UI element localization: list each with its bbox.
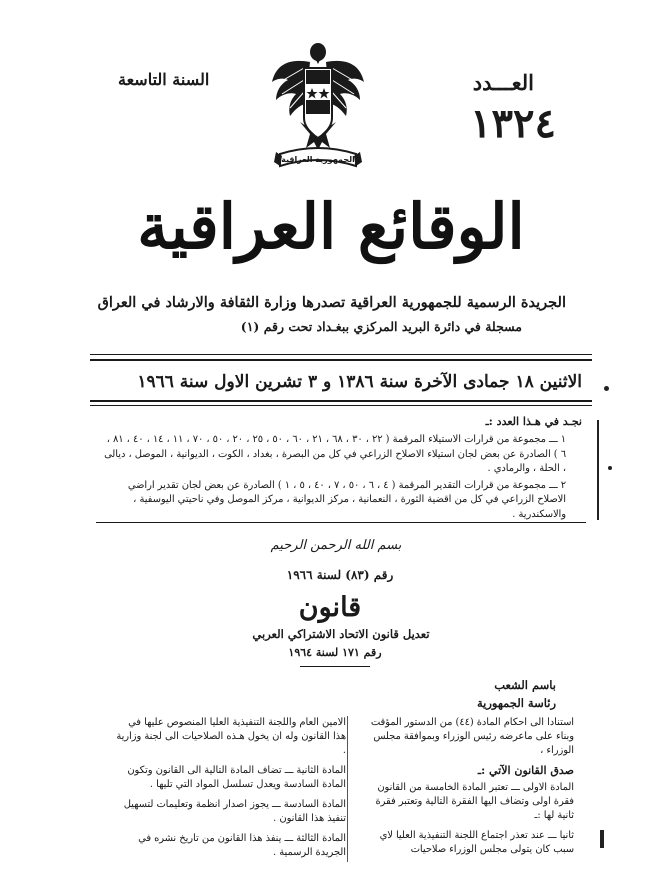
law-continuation: الامين العام واللجنة التنفيذية العليا المنصوص عليها في هذا القانون وله ان يخول هـذه الصلاحيات الى لجنة وزارية . (116, 717, 346, 756)
decision-heading: صدق القانون الآتي :ـ (477, 764, 574, 777)
ink-speck (604, 386, 609, 391)
contents-list (100, 433, 566, 524)
law-column-left (116, 716, 346, 866)
article-2: المادة الثانية ـــ تضاف المادة التالية الى القانون وتكون المادة السادسة ويعدل تسلسل المواد التي تليها . (127, 765, 346, 790)
ink-speck (608, 466, 612, 470)
gazette-title: الوقائع العراقية (137, 190, 525, 263)
year-label: السنة التاسعة (118, 70, 210, 89)
margin-mark (597, 420, 599, 520)
law-column-right (356, 716, 574, 863)
margin-mark (600, 830, 604, 848)
divider (90, 354, 592, 355)
postal-registration: مسجلة في دائرة البريد المركزي ببغـداد تحت رقم (١) (240, 319, 522, 334)
law-heading: قانون (298, 592, 362, 623)
contents-item: ١ ـــ مجموعة من قرارات الاستيلاء المرقمة ( ٢٢ ، ٣٠ ، ٦٨ ، ٢١ ، ٦٠ ، ٥٠ ، ٢٥ ، ٢٠ ، ٥٠ ، ٧٠ ، ١١ ، ١٤ ، ٤٠ ، ٨١ ، ٦ ) الصادرة عن بعض لجان استيلاء الاصلاح الزراعي في كل من البصرة ، بغداد ، الكوت ، الديوانية ، الموصل ، ديالى ، الحلة ، والرمادي . (104, 434, 566, 474)
contents-title: نجـد في هـذا العدد :ـ (485, 415, 582, 428)
law-amends: رقم ١٧١ لسنة ١٩٦٤ (288, 646, 382, 659)
divider (90, 359, 592, 361)
law-preamble: استنادا الى احكام المادة (٤٤) من الدستور المؤقت وبناء على ماعرضه رئيس الوزراء وبموافقة مجلس الوزراء ، (370, 717, 574, 756)
article-3: المادة الثالثة ـــ ينفذ هذا القانون من تاريخ نشره في الجريدة الرسمية . (138, 833, 346, 858)
emblem-caption: الجمهورية العراقية (281, 155, 355, 164)
divider (90, 400, 592, 402)
law-subtitle: تعديل قانون الاتحاد الاشتراكي العربي (252, 627, 430, 641)
divider (300, 666, 370, 667)
article-6: المادة السادسة ـــ يجوز اصدار انظمة وتعليمات لتسهيل تنفيذ هذا القانون . (123, 799, 346, 824)
divider (96, 522, 586, 523)
law-number: رقم (٨٣) لسنة ١٩٦٦ (286, 568, 394, 582)
issue-label: العـــدد (472, 70, 534, 95)
article-1: المادة الاولى ـــ تعتبر المادة الخامسة من القانون فقرة اولى وتضاف اليها الفقرة التالية وتعتبر فقرة ثانية لها :ـ (375, 782, 574, 821)
divider (90, 405, 592, 406)
clause-2: ثانيا ـــ عند تعذر اجتماع اللجنة التنفيذية العليا لاي سبب كان يتولى مجلس الوزراء صلاحيات (379, 830, 574, 855)
issue-date: الاثنين ١٨ جمادى الآخرة سنة ١٣٨٦ و ٣ تشرين الاول سنة ١٩٦٦ (137, 372, 582, 392)
column-divider (347, 716, 348, 862)
gazette-subtitle: الجريدة الرسمية للجمهورية العراقية تصدرها وزارة الثقافة والارشاد في العراق (97, 294, 566, 311)
issue-number: ١٣٢٤ (470, 100, 556, 147)
iraqi-republic-eagle-emblem-icon (270, 38, 366, 172)
contents-item: ٢ ـــ مجموعة من قرارات التقدير المرقمة ( ٤ ، ٦ ، ٥٠ ، ٧ ، ٤٠ ، ٥ ، ١ ) الصادرة عن بعض لجان تقدير اراضي الاصلاح الزراعي في كل من اقضية الثورة ، النعمانية ، مركز الديوانية ، مركز الموصل وفي ناحيتي اليوسفية ، والاسكندرية . (127, 479, 566, 520)
presidency: رئاسة الجمهورية (477, 696, 556, 710)
basmala: بسم الله الرحمن الرحيم (270, 538, 402, 553)
in-name-of-people: باسم الشعب (494, 678, 556, 692)
